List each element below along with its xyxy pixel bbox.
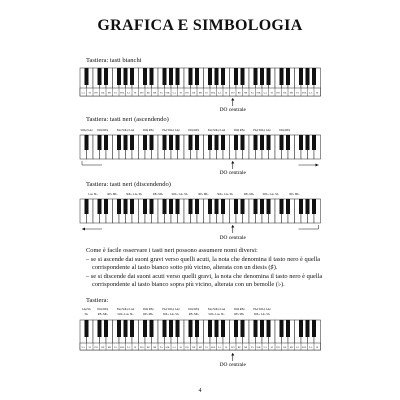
black-key bbox=[195, 199, 199, 214]
black-key bbox=[221, 199, 225, 214]
keyboard-black-keys-ascending bbox=[76, 125, 326, 177]
black-key bbox=[124, 199, 128, 214]
white-key-note: SOL bbox=[119, 91, 125, 95]
keyboard-3-label: Tastiera: tasti neri (discendendo) bbox=[86, 181, 171, 188]
black-key bbox=[299, 68, 303, 85]
white-key-note: RE bbox=[101, 346, 105, 349]
white-key-note: MI bbox=[107, 346, 111, 349]
black-key-note-group: FA♯ SOL♯ LA♯ bbox=[162, 308, 180, 311]
black-key bbox=[241, 320, 245, 337]
black-key bbox=[104, 320, 108, 337]
white-key-note: SI bbox=[225, 91, 228, 95]
white-key-note: DO bbox=[94, 91, 98, 95]
white-key-note: FA bbox=[296, 91, 300, 95]
center-label: DO centrale bbox=[219, 362, 246, 368]
center-label: DO centrale bbox=[219, 107, 246, 113]
black-key-note-group: RE♭ MI♭ bbox=[244, 193, 254, 196]
white-key-note: DO bbox=[231, 91, 235, 95]
black-key bbox=[176, 68, 180, 85]
white-key-note: FA bbox=[296, 346, 300, 349]
white-key-note: RE bbox=[146, 91, 150, 95]
black-key bbox=[280, 135, 284, 150]
white-key-note: MI bbox=[244, 91, 248, 95]
black-key bbox=[306, 199, 310, 214]
white-key-note: DO bbox=[276, 91, 280, 95]
black-key bbox=[299, 320, 303, 337]
black-key-note-group: RE♭ MI♭ bbox=[289, 193, 300, 196]
white-key-note: LA bbox=[263, 346, 267, 349]
black-key bbox=[98, 68, 102, 85]
black-key bbox=[286, 320, 290, 337]
white-key-note: DO bbox=[140, 91, 144, 95]
black-key bbox=[143, 68, 147, 85]
center-label: DO centrale bbox=[219, 170, 246, 176]
black-key bbox=[254, 135, 258, 150]
page-title: GRAFICA E SIMBOLOGIA bbox=[97, 17, 303, 34]
black-key bbox=[176, 199, 180, 214]
white-key-note: DO bbox=[94, 346, 98, 349]
center-label: DO centrale bbox=[219, 235, 246, 241]
black-key-note-group: SOL♭ LA♭ SI♭ bbox=[253, 313, 271, 316]
white-key-note: MI bbox=[153, 346, 157, 349]
black-key bbox=[286, 135, 290, 150]
white-key-note: LA bbox=[127, 91, 131, 95]
black-key bbox=[104, 68, 108, 85]
black-key bbox=[189, 199, 193, 214]
white-key-note: SI bbox=[179, 91, 182, 95]
white-key-note: RE bbox=[237, 91, 241, 95]
white-key-note: RE bbox=[146, 346, 150, 349]
center-arrowhead bbox=[231, 161, 234, 164]
black-key-note-group: SOL♯/LA♯ bbox=[80, 129, 93, 132]
black-key bbox=[312, 199, 316, 214]
white-key-note: LA bbox=[263, 91, 267, 95]
black-key bbox=[221, 135, 225, 150]
white-key-note: LA bbox=[81, 91, 85, 95]
white-key-note: RE bbox=[283, 91, 287, 95]
black-key bbox=[189, 320, 193, 337]
explanation-ascending: – se si ascende dai suoni gravi verso quelli acuti, la nota che denomina il tasto nero è quella corrispondente al tasto bianco sotto più vicino, alterata con un diesis (♯). bbox=[86, 255, 321, 272]
black-key bbox=[124, 135, 128, 150]
black-key bbox=[215, 320, 219, 337]
black-key bbox=[286, 68, 290, 85]
black-key-note-group: DO♯ RE♯ bbox=[142, 308, 154, 311]
black-key-note-group: DO♯ RE♯ bbox=[142, 129, 154, 132]
direction-arrowhead bbox=[316, 164, 319, 167]
black-key bbox=[280, 320, 284, 337]
black-key-note-group: RE♭ MI♭ bbox=[188, 313, 199, 316]
keyboard-1-label: Tastiera: tasti bianchi bbox=[86, 57, 142, 64]
black-key bbox=[280, 68, 284, 85]
black-key bbox=[85, 199, 89, 214]
black-key bbox=[234, 199, 238, 214]
white-key-note: RE bbox=[283, 346, 287, 349]
white-key-note: SOL bbox=[210, 91, 216, 95]
black-key bbox=[280, 199, 284, 214]
white-key-note: FA bbox=[114, 91, 118, 95]
black-key bbox=[215, 68, 219, 85]
black-key-note-group: SOL♭ LA♭ SI♭ bbox=[126, 193, 143, 196]
white-key-note: MI bbox=[153, 91, 157, 95]
black-key bbox=[306, 320, 310, 337]
black-key bbox=[254, 68, 258, 85]
black-key bbox=[234, 135, 238, 150]
black-key bbox=[130, 135, 134, 150]
black-key-note-group: SOL♭ LA♭ SI♭ bbox=[171, 193, 188, 196]
black-key bbox=[124, 68, 128, 85]
direction-arrowhead bbox=[82, 228, 85, 231]
black-key-note-group: RE♭ MI♭ bbox=[153, 193, 163, 196]
center-arrowhead bbox=[231, 225, 234, 228]
black-key bbox=[260, 199, 264, 214]
white-key-note: SI bbox=[179, 346, 182, 349]
black-key-note-group: RE♭ MI♭ bbox=[97, 313, 108, 316]
keyboard-2-label: Tastiera: tasti neri (ascendendo) bbox=[86, 116, 169, 123]
white-key-note: SI bbox=[270, 346, 273, 349]
white-key-note: SI bbox=[225, 346, 228, 349]
black-key bbox=[117, 199, 121, 214]
black-key-note-group: FA♯ SOL♯ LA♯ bbox=[207, 129, 226, 132]
black-key bbox=[208, 199, 212, 214]
white-key-note: LA bbox=[81, 346, 85, 349]
black-key bbox=[195, 135, 199, 150]
black-key bbox=[150, 135, 154, 150]
white-key-note: SOL bbox=[119, 346, 125, 349]
black-key-note-group: SOL♭ LA♭ SI♭ bbox=[262, 193, 279, 196]
black-key-note-group: SOL♭ LA♭ SI♭ bbox=[208, 313, 225, 316]
black-key bbox=[169, 135, 173, 150]
black-key bbox=[124, 320, 128, 337]
white-key-note: SOL bbox=[301, 346, 307, 349]
black-key bbox=[163, 199, 167, 214]
black-key-note-group: LA♭ SI♭ bbox=[88, 193, 98, 196]
white-key-note: SI bbox=[134, 91, 137, 95]
white-key-note: SOL bbox=[165, 346, 171, 349]
white-key-note: SI bbox=[316, 346, 319, 349]
white-key-note: RE bbox=[101, 91, 105, 95]
black-key-note-group: SOL♭ LA♭ SI♭ bbox=[162, 313, 180, 316]
black-key bbox=[176, 135, 180, 150]
keyboard-black-keys-descending bbox=[76, 189, 326, 243]
black-key bbox=[221, 68, 225, 85]
white-key-note: RE bbox=[192, 346, 196, 349]
black-key bbox=[85, 320, 89, 337]
black-key bbox=[208, 68, 212, 85]
black-key bbox=[104, 135, 108, 150]
white-key-note: FA bbox=[114, 346, 118, 349]
keyboard-4-label: Tastiera: bbox=[86, 297, 109, 304]
white-key-note: SI bbox=[134, 346, 137, 349]
white-key-note: LA bbox=[218, 91, 222, 95]
black-key bbox=[254, 199, 258, 214]
white-key-note: DO bbox=[185, 91, 189, 95]
black-key bbox=[150, 320, 154, 337]
black-key bbox=[215, 199, 219, 214]
black-key-note-group: DO♯ RE♯ bbox=[188, 308, 200, 311]
black-key-note-group: DO♯ RE♯ bbox=[188, 129, 200, 132]
black-key bbox=[98, 199, 102, 214]
black-key bbox=[221, 320, 225, 337]
white-key-note: MI bbox=[289, 346, 293, 349]
black-key bbox=[169, 199, 173, 214]
white-key-note: DO bbox=[276, 346, 280, 349]
black-key bbox=[312, 135, 316, 150]
black-key bbox=[169, 320, 173, 337]
black-key bbox=[130, 320, 134, 337]
white-key-note: MI bbox=[289, 91, 293, 95]
black-key bbox=[234, 320, 238, 337]
black-key bbox=[85, 135, 89, 150]
black-key-note-group: DO♯ RE♯ bbox=[233, 308, 245, 311]
black-key bbox=[286, 199, 290, 214]
white-key-note: LA bbox=[309, 91, 313, 95]
white-key-note: MI bbox=[244, 346, 248, 349]
black-key bbox=[208, 135, 212, 150]
black-key-note-group: RE♭ MI♭ bbox=[198, 193, 209, 196]
black-key bbox=[163, 68, 167, 85]
black-key bbox=[241, 135, 245, 150]
black-key bbox=[143, 135, 147, 150]
white-key-note: FA bbox=[205, 91, 209, 95]
black-key bbox=[260, 320, 264, 337]
white-key-note: SI bbox=[316, 91, 319, 95]
black-key-note-group: FA♯ SOL♯ LA♯ bbox=[116, 308, 135, 311]
black-key bbox=[104, 199, 108, 214]
white-key-note: FA bbox=[250, 91, 254, 95]
black-key bbox=[208, 320, 212, 337]
black-key bbox=[254, 320, 258, 337]
black-key bbox=[260, 135, 264, 150]
black-key-note-group: DO♯ RE♯ bbox=[233, 129, 245, 132]
black-key bbox=[169, 68, 173, 85]
black-key bbox=[260, 68, 264, 85]
white-key-note: SI bbox=[88, 91, 91, 95]
black-key bbox=[195, 320, 199, 337]
black-key bbox=[163, 320, 167, 337]
black-key-note-group: RE♭ MI♭ bbox=[107, 193, 118, 196]
black-key-note-group: SOL♭ LA♭ SI♭ bbox=[117, 313, 134, 316]
black-key-note-group: FA♯ SOL♯ LA♯ bbox=[253, 308, 271, 311]
black-key-note-group: FA♯ SOL♯ LA♯ bbox=[253, 129, 271, 132]
black-key-note-group: DO♯ RE♯ bbox=[279, 129, 291, 132]
white-key-note: LA bbox=[127, 346, 131, 349]
black-key bbox=[143, 199, 147, 214]
black-key-note-group: FA♯ SOL♯ LA♯ bbox=[162, 129, 180, 132]
black-key bbox=[150, 68, 154, 85]
black-key bbox=[267, 135, 271, 150]
black-key bbox=[98, 320, 102, 337]
black-key bbox=[117, 68, 121, 85]
white-key-note: FA bbox=[205, 346, 209, 349]
white-key-note: MI bbox=[198, 346, 202, 349]
white-key-note: LA bbox=[172, 91, 176, 95]
white-key-note: DO bbox=[140, 346, 144, 349]
black-key bbox=[130, 68, 134, 85]
white-key-note: FA bbox=[250, 346, 254, 349]
black-key bbox=[306, 68, 310, 85]
black-key bbox=[176, 320, 180, 337]
black-key bbox=[267, 320, 271, 337]
black-key-note-group: FA♯ SOL♯ LA♯ bbox=[116, 129, 135, 132]
black-key-note-group: SOL♭ LA♭ SI♭ bbox=[217, 193, 234, 196]
black-key bbox=[98, 135, 102, 150]
black-key bbox=[312, 68, 316, 85]
black-key-note-group: FA♯ SOL♯ LA♯ bbox=[207, 308, 226, 311]
black-key bbox=[143, 320, 147, 337]
black-key bbox=[117, 320, 121, 337]
black-key bbox=[267, 68, 271, 85]
black-key bbox=[117, 135, 121, 150]
black-key bbox=[299, 199, 303, 214]
white-key-note: SOL bbox=[165, 91, 171, 95]
black-key bbox=[189, 68, 193, 85]
black-key bbox=[150, 199, 154, 214]
white-key-note: MI bbox=[107, 91, 111, 95]
black-key-note-group: DO♯ RE♯ bbox=[97, 308, 109, 311]
white-key-note: LA bbox=[218, 346, 222, 349]
explanation-descending: – se si discende dai suoni acuti verso quelli gravi, la nota che denomina il tasto nero è quella corrispondente al tasto bianco sopra più vicino, alterata con un bemolle (♭). bbox=[86, 272, 323, 289]
black-key bbox=[163, 135, 167, 150]
white-key-note: MI bbox=[198, 91, 202, 95]
white-key-note: DO bbox=[231, 346, 235, 349]
white-key-note: SOL bbox=[256, 346, 262, 349]
black-key bbox=[267, 199, 271, 214]
white-key-note: DO bbox=[185, 346, 189, 349]
page-number: 4 bbox=[198, 388, 202, 394]
center-arrowhead bbox=[231, 98, 234, 101]
white-key-note: LA bbox=[309, 346, 313, 349]
white-key-note: LA bbox=[172, 346, 176, 349]
keyboard-white-keys bbox=[76, 66, 326, 114]
white-key-note: SI bbox=[270, 91, 273, 95]
white-key-note: FA bbox=[159, 91, 163, 95]
black-key bbox=[234, 68, 238, 85]
black-key-note-group: LA♯/SI♭ bbox=[81, 308, 92, 311]
black-key bbox=[189, 135, 193, 150]
white-key-note: RE bbox=[237, 346, 241, 349]
white-key-note: SI bbox=[88, 346, 91, 349]
black-key bbox=[241, 68, 245, 85]
black-key bbox=[215, 135, 219, 150]
explanation-intro: Come è facile osservare i tasti neri possono assumere nomi diversi: bbox=[86, 247, 258, 254]
black-key bbox=[312, 320, 316, 337]
center-arrowhead bbox=[231, 353, 234, 356]
black-key bbox=[306, 135, 310, 150]
explanation-paragraph bbox=[86, 247, 332, 290]
keyboard-full-naming bbox=[76, 306, 326, 378]
white-key-note: SOL bbox=[301, 91, 307, 95]
white-key-note: RE bbox=[192, 91, 196, 95]
black-key-note-group: DO♯ RE♯ bbox=[97, 129, 109, 132]
black-key bbox=[130, 199, 134, 214]
white-key-note: SOL bbox=[210, 346, 216, 349]
black-key bbox=[85, 68, 89, 85]
black-key bbox=[299, 135, 303, 150]
white-key-note: FA bbox=[159, 346, 163, 349]
black-key-note-group: RE♭ MI♭ bbox=[234, 313, 245, 316]
black-key bbox=[195, 68, 199, 85]
black-key bbox=[241, 199, 245, 214]
black-key-note-group: SI♭ bbox=[84, 313, 89, 316]
white-key-note: SOL bbox=[256, 91, 262, 95]
black-key-note-group: RE♭ MI♭ bbox=[143, 313, 154, 316]
